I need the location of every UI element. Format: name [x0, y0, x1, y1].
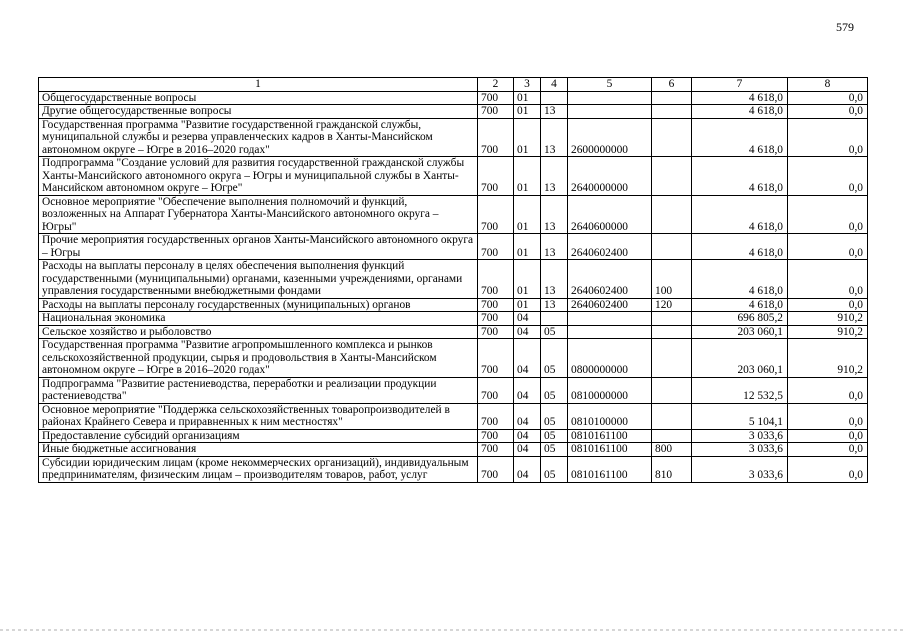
header-cell: 1	[39, 78, 478, 92]
subsection-code-cell: 13	[541, 260, 568, 299]
item-name-cell: Государственная программа "Развитие агропромышленного комплекса и рынков сельскохозяйственной продукции, сырья и продовольствия в Ханты-Мансийском автономном округе – Югре в 2016–2020 годах"	[39, 339, 478, 378]
header-cell: 4	[541, 78, 568, 92]
target-article-cell: 2600000000	[568, 118, 652, 157]
item-name-cell: Подпрограмма "Развитие растениеводства, переработки и реализации продукции растениеводства"	[39, 377, 478, 403]
item-name-cell: Предоставление субсидий организациям	[39, 429, 478, 443]
subsection-code-cell: 13	[541, 118, 568, 157]
section-code-cell: 01	[514, 105, 541, 119]
target-article-cell	[568, 91, 652, 105]
table-row	[39, 443, 868, 457]
amount-federal-cell: 910,2	[788, 339, 868, 378]
subsection-code-cell	[541, 312, 568, 326]
target-article-cell: 0810161100	[568, 429, 652, 443]
table-row	[39, 429, 868, 443]
ministry-code-cell: 700	[478, 118, 514, 157]
header-cell: 5	[568, 78, 652, 92]
section-code-cell: 04	[514, 429, 541, 443]
amount-federal-cell: 910,2	[788, 325, 868, 339]
ministry-code-cell: 700	[478, 312, 514, 326]
subsection-code-cell: 13	[541, 105, 568, 119]
item-name-cell: Общегосударственные вопросы	[39, 91, 478, 105]
amount-federal-cell: 0,0	[788, 443, 868, 457]
subsection-code-cell: 05	[541, 403, 568, 429]
expense-type-cell: 810	[652, 456, 692, 482]
ministry-code-cell: 700	[478, 234, 514, 260]
table-row	[39, 157, 868, 196]
table-row	[39, 456, 868, 482]
table-row	[39, 234, 868, 260]
target-article-cell: 0810000000	[568, 377, 652, 403]
header-cell: 3	[514, 78, 541, 92]
table-row	[39, 325, 868, 339]
expense-type-cell: 120	[652, 298, 692, 312]
item-name-cell: Основное мероприятие "Поддержка сельскохозяйственных товаропроизводителей в районах Крайнего Севера и приравненных к ним местностях"	[39, 403, 478, 429]
amount-cell: 203 060,1	[692, 339, 788, 378]
expense-type-cell: 100	[652, 260, 692, 299]
table-row	[39, 105, 868, 119]
subsection-code-cell: 05	[541, 456, 568, 482]
target-article-cell	[568, 325, 652, 339]
table-row	[39, 91, 868, 105]
section-code-cell: 04	[514, 339, 541, 378]
amount-federal-cell: 0,0	[788, 157, 868, 196]
page-number: 579	[836, 20, 854, 34]
item-name-cell: Сельское хозяйство и рыболовство	[39, 325, 478, 339]
amount-cell: 4 618,0	[692, 91, 788, 105]
item-name-cell: Расходы на выплаты персоналу в целях обеспечения выполнения функций государственными (муниципальными) органами, казенными учреждениями, органами управления государственными внебюджетными фондами	[39, 260, 478, 299]
expense-type-cell: 800	[652, 443, 692, 457]
section-code-cell: 01	[514, 91, 541, 105]
section-code-cell: 01	[514, 195, 541, 234]
amount-cell: 5 104,1	[692, 403, 788, 429]
section-code-cell: 04	[514, 456, 541, 482]
table-row	[39, 403, 868, 429]
ministry-code-cell: 700	[478, 105, 514, 119]
subsection-code-cell: 05	[541, 429, 568, 443]
amount-federal-cell: 0,0	[788, 298, 868, 312]
expense-type-cell	[652, 403, 692, 429]
target-article-cell: 0810161100	[568, 443, 652, 457]
ministry-code-cell: 700	[478, 429, 514, 443]
expense-type-cell	[652, 91, 692, 105]
ministry-code-cell: 700	[478, 298, 514, 312]
section-code-cell: 04	[514, 312, 541, 326]
ministry-code-cell: 700	[478, 325, 514, 339]
subsection-code-cell: 13	[541, 157, 568, 196]
section-code-cell: 04	[514, 325, 541, 339]
amount-federal-cell: 0,0	[788, 403, 868, 429]
ministry-code-cell: 700	[478, 403, 514, 429]
section-code-cell: 04	[514, 377, 541, 403]
table-row	[39, 118, 868, 157]
amount-cell: 3 033,6	[692, 456, 788, 482]
expense-type-cell	[652, 312, 692, 326]
ministry-code-cell: 700	[478, 456, 514, 482]
amount-cell: 203 060,1	[692, 325, 788, 339]
item-name-cell: Прочие мероприятия государственных органов Ханты-Мансийского автономного округа – Югры	[39, 234, 478, 260]
expense-type-cell	[652, 105, 692, 119]
table-row	[39, 298, 868, 312]
expense-type-cell	[652, 118, 692, 157]
amount-federal-cell: 0,0	[788, 429, 868, 443]
table-header-row	[39, 78, 868, 92]
amount-cell: 4 618,0	[692, 260, 788, 299]
ministry-code-cell: 700	[478, 91, 514, 105]
item-name-cell: Расходы на выплаты персоналу государственных (муниципальных) органов	[39, 298, 478, 312]
expense-type-cell	[652, 429, 692, 443]
ministry-code-cell: 700	[478, 339, 514, 378]
item-name-cell: Подпрограмма "Создание условий для развития государственной гражданской службы Ханты-Мансийского автономного округа – Югры и муниципальной службы в Ханты-Мансийском автономном округе – Югре"	[39, 157, 478, 196]
amount-cell: 4 618,0	[692, 298, 788, 312]
scan-edge-artifact	[0, 629, 905, 631]
header-cell: 8	[788, 78, 868, 92]
item-name-cell: Субсидии юридическим лицам (кроме некоммерческих организаций), индивидуальным предпринимателям, физическим лицам – производителям товаров, работ, услуг	[39, 456, 478, 482]
subsection-code-cell: 05	[541, 325, 568, 339]
section-code-cell: 04	[514, 443, 541, 457]
item-name-cell: Другие общегосударственные вопросы	[39, 105, 478, 119]
subsection-code-cell: 13	[541, 234, 568, 260]
header-cell: 7	[692, 78, 788, 92]
ministry-code-cell: 700	[478, 260, 514, 299]
subsection-code-cell: 05	[541, 377, 568, 403]
section-code-cell: 01	[514, 118, 541, 157]
ministry-code-cell: 700	[478, 157, 514, 196]
section-code-cell: 01	[514, 260, 541, 299]
target-article-cell: 0800000000	[568, 339, 652, 378]
amount-cell: 4 618,0	[692, 105, 788, 119]
target-article-cell	[568, 105, 652, 119]
amount-federal-cell: 0,0	[788, 456, 868, 482]
ministry-code-cell: 700	[478, 377, 514, 403]
expense-type-cell	[652, 377, 692, 403]
subsection-code-cell	[541, 91, 568, 105]
amount-cell: 4 618,0	[692, 118, 788, 157]
budget-table	[38, 77, 868, 483]
section-code-cell: 01	[514, 298, 541, 312]
item-name-cell: Иные бюджетные ассигнования	[39, 443, 478, 457]
subsection-code-cell: 05	[541, 443, 568, 457]
target-article-cell: 2640000000	[568, 157, 652, 196]
target-article-cell: 0810161100	[568, 456, 652, 482]
target-article-cell: 2640602400	[568, 298, 652, 312]
section-code-cell: 01	[514, 234, 541, 260]
amount-cell: 4 618,0	[692, 195, 788, 234]
item-name-cell: Государственная программа "Развитие государственной гражданской службы, муниципальной службы и резерва управленческих кадров в Ханты-Мансийском автономном округе – Югре в 2016–2020 годах"	[39, 118, 478, 157]
target-article-cell: 2640602400	[568, 234, 652, 260]
subsection-code-cell: 05	[541, 339, 568, 378]
section-code-cell: 04	[514, 403, 541, 429]
table-row	[39, 312, 868, 326]
target-article-cell: 2640600000	[568, 195, 652, 234]
amount-cell: 3 033,6	[692, 429, 788, 443]
target-article-cell: 0810100000	[568, 403, 652, 429]
table-row	[39, 195, 868, 234]
expense-type-cell	[652, 339, 692, 378]
table-row	[39, 339, 868, 378]
amount-federal-cell: 0,0	[788, 234, 868, 260]
expense-type-cell	[652, 157, 692, 196]
amount-federal-cell: 0,0	[788, 260, 868, 299]
amount-federal-cell: 910,2	[788, 312, 868, 326]
subsection-code-cell: 13	[541, 195, 568, 234]
table-row	[39, 377, 868, 403]
header-cell: 2	[478, 78, 514, 92]
amount-federal-cell: 0,0	[788, 195, 868, 234]
section-code-cell: 01	[514, 157, 541, 196]
target-article-cell	[568, 312, 652, 326]
amount-cell: 4 618,0	[692, 157, 788, 196]
table-body	[39, 78, 868, 483]
amount-federal-cell: 0,0	[788, 105, 868, 119]
target-article-cell: 2640602400	[568, 260, 652, 299]
expense-type-cell	[652, 234, 692, 260]
item-name-cell: Национальная экономика	[39, 312, 478, 326]
table-row	[39, 260, 868, 299]
amount-cell: 4 618,0	[692, 234, 788, 260]
amount-cell: 3 033,6	[692, 443, 788, 457]
header-cell: 6	[652, 78, 692, 92]
ministry-code-cell: 700	[478, 195, 514, 234]
amount-cell: 12 532,5	[692, 377, 788, 403]
amount-federal-cell: 0,0	[788, 91, 868, 105]
ministry-code-cell: 700	[478, 443, 514, 457]
expense-type-cell	[652, 325, 692, 339]
expense-type-cell	[652, 195, 692, 234]
amount-cell: 696 805,2	[692, 312, 788, 326]
amount-federal-cell: 0,0	[788, 377, 868, 403]
amount-federal-cell: 0,0	[788, 118, 868, 157]
subsection-code-cell: 13	[541, 298, 568, 312]
item-name-cell: Основное мероприятие "Обеспечение выполнения полномочий и функций, возложенных на Аппарат Губернатора Ханты-Мансийского автономного округа – Югры"	[39, 195, 478, 234]
